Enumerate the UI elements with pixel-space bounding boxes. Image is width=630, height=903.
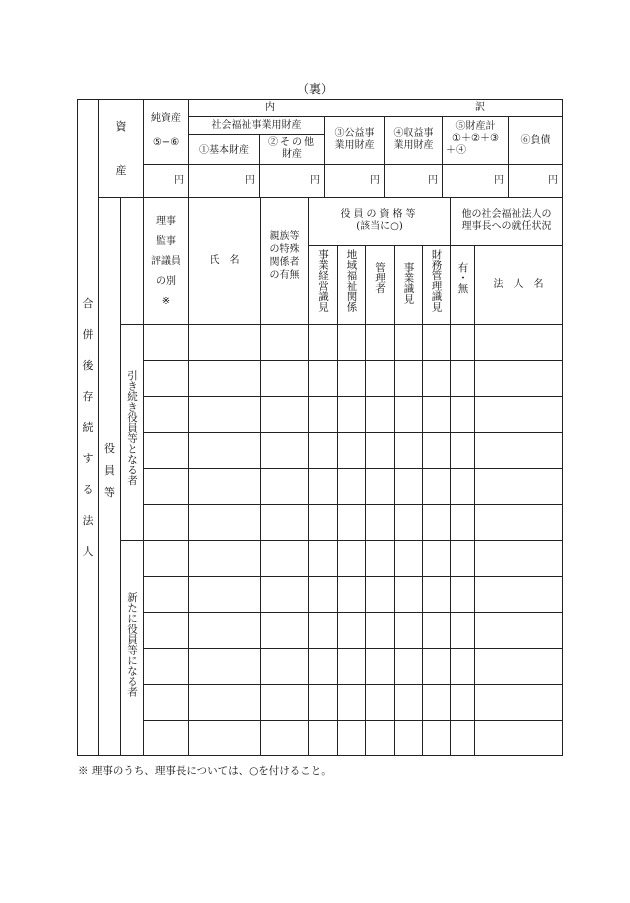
- qualification-column: [423, 249, 450, 312]
- social-welfare-property-label: 社会福祉事業用財産: [211, 120, 302, 131]
- yes-no-column: [451, 262, 474, 294]
- revenue-input[interactable]: [385, 165, 442, 197]
- officer-row-entry[interactable]: [144, 505, 562, 540]
- total-line: ⑤財産計: [455, 121, 496, 132]
- qualification-column-text: 事業経営識見: [317, 249, 329, 312]
- page-heading: （裏）: [296, 82, 333, 96]
- yen-unit: 円: [310, 175, 320, 186]
- other-corp-line: 理事長への就任状況: [461, 221, 552, 232]
- section-label-char: 人: [82, 545, 94, 558]
- revenue-line: ④収益事: [393, 128, 434, 139]
- group-new-text: 新たに役員等になる者: [126, 592, 138, 697]
- public-interest-line: 業用財産: [334, 140, 375, 151]
- total-input[interactable]: [443, 165, 508, 197]
- other-corp-label: [451, 209, 562, 233]
- qualification-column-text: 地域福祉関係: [345, 249, 358, 312]
- total-label: [443, 121, 508, 157]
- officers-label-char: 役: [104, 442, 115, 455]
- section-label-char: 合: [82, 297, 94, 310]
- breakdown-label: 内 訳: [265, 102, 485, 113]
- qualification-column: [395, 262, 422, 304]
- officer-row-entry[interactable]: [144, 361, 562, 396]
- officer-row-entry[interactable]: [144, 577, 562, 612]
- other-corp-line: 他の社会福祉法人の: [461, 209, 552, 220]
- net-assets-formula: ⑤−⑥: [152, 137, 180, 148]
- total-line: ＋④: [446, 145, 466, 156]
- role-label-line: 監事: [156, 236, 176, 247]
- officer-row-entry[interactable]: [144, 433, 562, 468]
- officers-label: [99, 438, 120, 504]
- officer-row-entry[interactable]: [144, 469, 562, 504]
- yen-unit: 円: [548, 175, 558, 186]
- other-property-line: 財産: [282, 149, 302, 160]
- section-label-char: 法: [82, 514, 94, 527]
- qualification-column: [309, 249, 337, 312]
- basic-property-input[interactable]: [189, 165, 259, 197]
- group-new-label: [121, 592, 143, 697]
- role-label: [144, 212, 188, 312]
- relation-label-line: 関係者: [269, 257, 300, 268]
- relation-label-line: の特殊: [269, 244, 300, 255]
- yen-unit: 円: [428, 175, 438, 186]
- revenue-label: [385, 128, 442, 152]
- section-label-char: 併: [82, 328, 94, 341]
- liabilities-input[interactable]: [509, 165, 562, 197]
- total-line: ①＋②＋③: [452, 133, 499, 144]
- other-property-label: [260, 137, 324, 161]
- group-continuing-text: 引き続き役員等となる者: [126, 370, 138, 486]
- relation-label: [261, 230, 308, 282]
- qualification-line: 役員の資格等: [340, 209, 419, 220]
- qualification-label: [309, 209, 450, 233]
- public-interest-line: ③公益事: [334, 128, 375, 139]
- name-label: 氏 名: [209, 255, 240, 266]
- net-assets-label: 純資産: [151, 113, 181, 124]
- officer-row-entry[interactable]: [144, 397, 562, 432]
- officers-label-char: 等: [104, 486, 115, 499]
- section-label: [78, 288, 98, 567]
- role-label-line: 理事: [156, 216, 176, 227]
- yen-unit: 円: [370, 175, 380, 186]
- yes-no-text: 有・無: [456, 262, 469, 294]
- basic-property-label: ①基本財産: [199, 145, 249, 156]
- qualification-column-text: 事業識見: [402, 262, 415, 304]
- section-label-char: る: [82, 483, 94, 496]
- other-property-line: ②その他: [268, 137, 316, 148]
- group-continuing-label: [121, 370, 143, 486]
- officer-row-entry[interactable]: [144, 649, 562, 684]
- footnote: ※ 理事のうち、理事長については、○を付けること。: [78, 765, 332, 777]
- corp-name-label: 法 人 名: [493, 279, 544, 290]
- officer-row-entry[interactable]: [144, 541, 562, 576]
- public-interest-label: [325, 128, 384, 152]
- qualification-column-text: 財務管理識見: [430, 249, 443, 312]
- officer-row-entry[interactable]: [144, 613, 562, 648]
- section-label-char: 後: [82, 359, 94, 372]
- assets-label-bottom: 産: [115, 164, 127, 177]
- relation-label-line: の有無: [269, 270, 300, 281]
- role-label-line: ※: [161, 296, 171, 307]
- officer-row-entry[interactable]: [144, 325, 562, 360]
- role-label-line: の別: [156, 276, 176, 287]
- yen-unit: 円: [494, 175, 504, 186]
- revenue-line: 業用財産: [393, 140, 434, 151]
- officer-row-entry[interactable]: [144, 685, 562, 720]
- qualification-column: [366, 262, 394, 294]
- qualification-column: [338, 249, 365, 312]
- yen-unit: 円: [174, 175, 184, 186]
- role-label-line: 評議員: [151, 256, 181, 267]
- other-property-input[interactable]: [260, 165, 324, 197]
- officer-row-entry[interactable]: [144, 721, 562, 755]
- section-label-char: す: [82, 452, 94, 465]
- public-interest-input[interactable]: [325, 165, 384, 197]
- qualification-line: (該当に○): [356, 221, 403, 232]
- section-label-char: 存: [82, 390, 94, 403]
- yen-unit: 円: [245, 175, 255, 186]
- officers-label-char: 員: [104, 464, 115, 477]
- net-assets-input[interactable]: [144, 165, 188, 197]
- assets-label-top: 資: [115, 120, 127, 133]
- qualification-column-text: 管理者: [374, 262, 386, 294]
- relation-label-line: 親族等: [269, 231, 300, 242]
- section-label-char: 続: [82, 421, 94, 434]
- liabilities-label: ⑥負債: [520, 135, 551, 146]
